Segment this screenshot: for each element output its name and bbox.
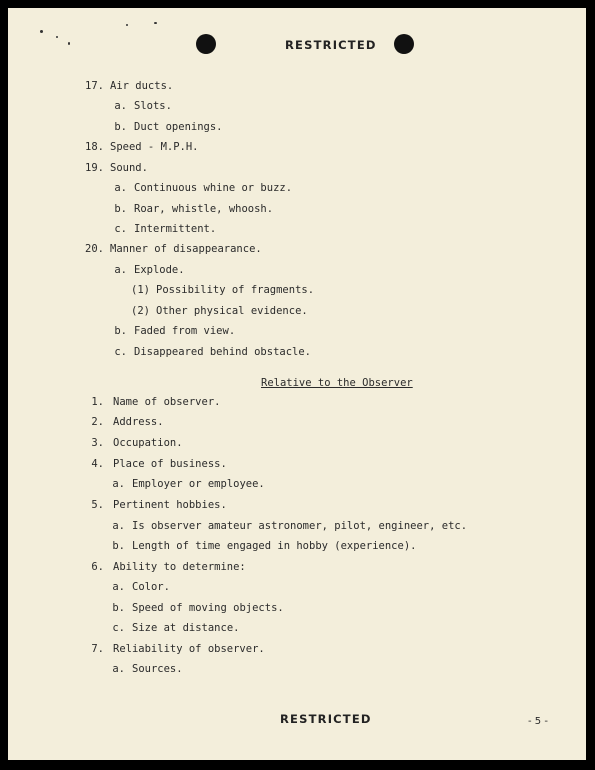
ink-speck [68,42,70,45]
ink-speck [40,30,43,33]
header-classification: RESTRICTED [285,38,377,52]
ink-speck [154,22,157,24]
ink-speck [56,36,58,38]
document-page: RESTRICTED 17. Air ducts. a. Slots. b. Duct openings. 18. Speed - M.P.H. 19. Sound. a. Continuous whine or buzz. b. Roar, whistle, whoosh. c. Intermittent. 20. Manner of disappearance. a. Explode. (1) Possibility of fragments. (2) Other physical evidence. b. Faded from view. c. Disappeared behind obstacle. Relative to the Observer 1. Name of observer. 2. Address. 3. Occupation. 4. Place of business. a. Employer or employee. 5. Pertinent hobbies. a. Is observer amateur astronomer, pilot, engineer, etc. b. Length of time engaged in hobby (experience). 6. Ability to determine: a. Color. b. Speed of moving objects. c. Size at distance. 7. Reliability of observer. a. Sources. RESTRICTED - 5 - [8,8,586,760]
ink-speck [126,24,128,26]
section-title: Relative to the Observer [261,377,413,389]
footer-classification: RESTRICTED [280,712,372,726]
punch-hole [196,34,216,54]
page-number: - 5 - [528,716,548,727]
punch-hole [394,34,414,54]
